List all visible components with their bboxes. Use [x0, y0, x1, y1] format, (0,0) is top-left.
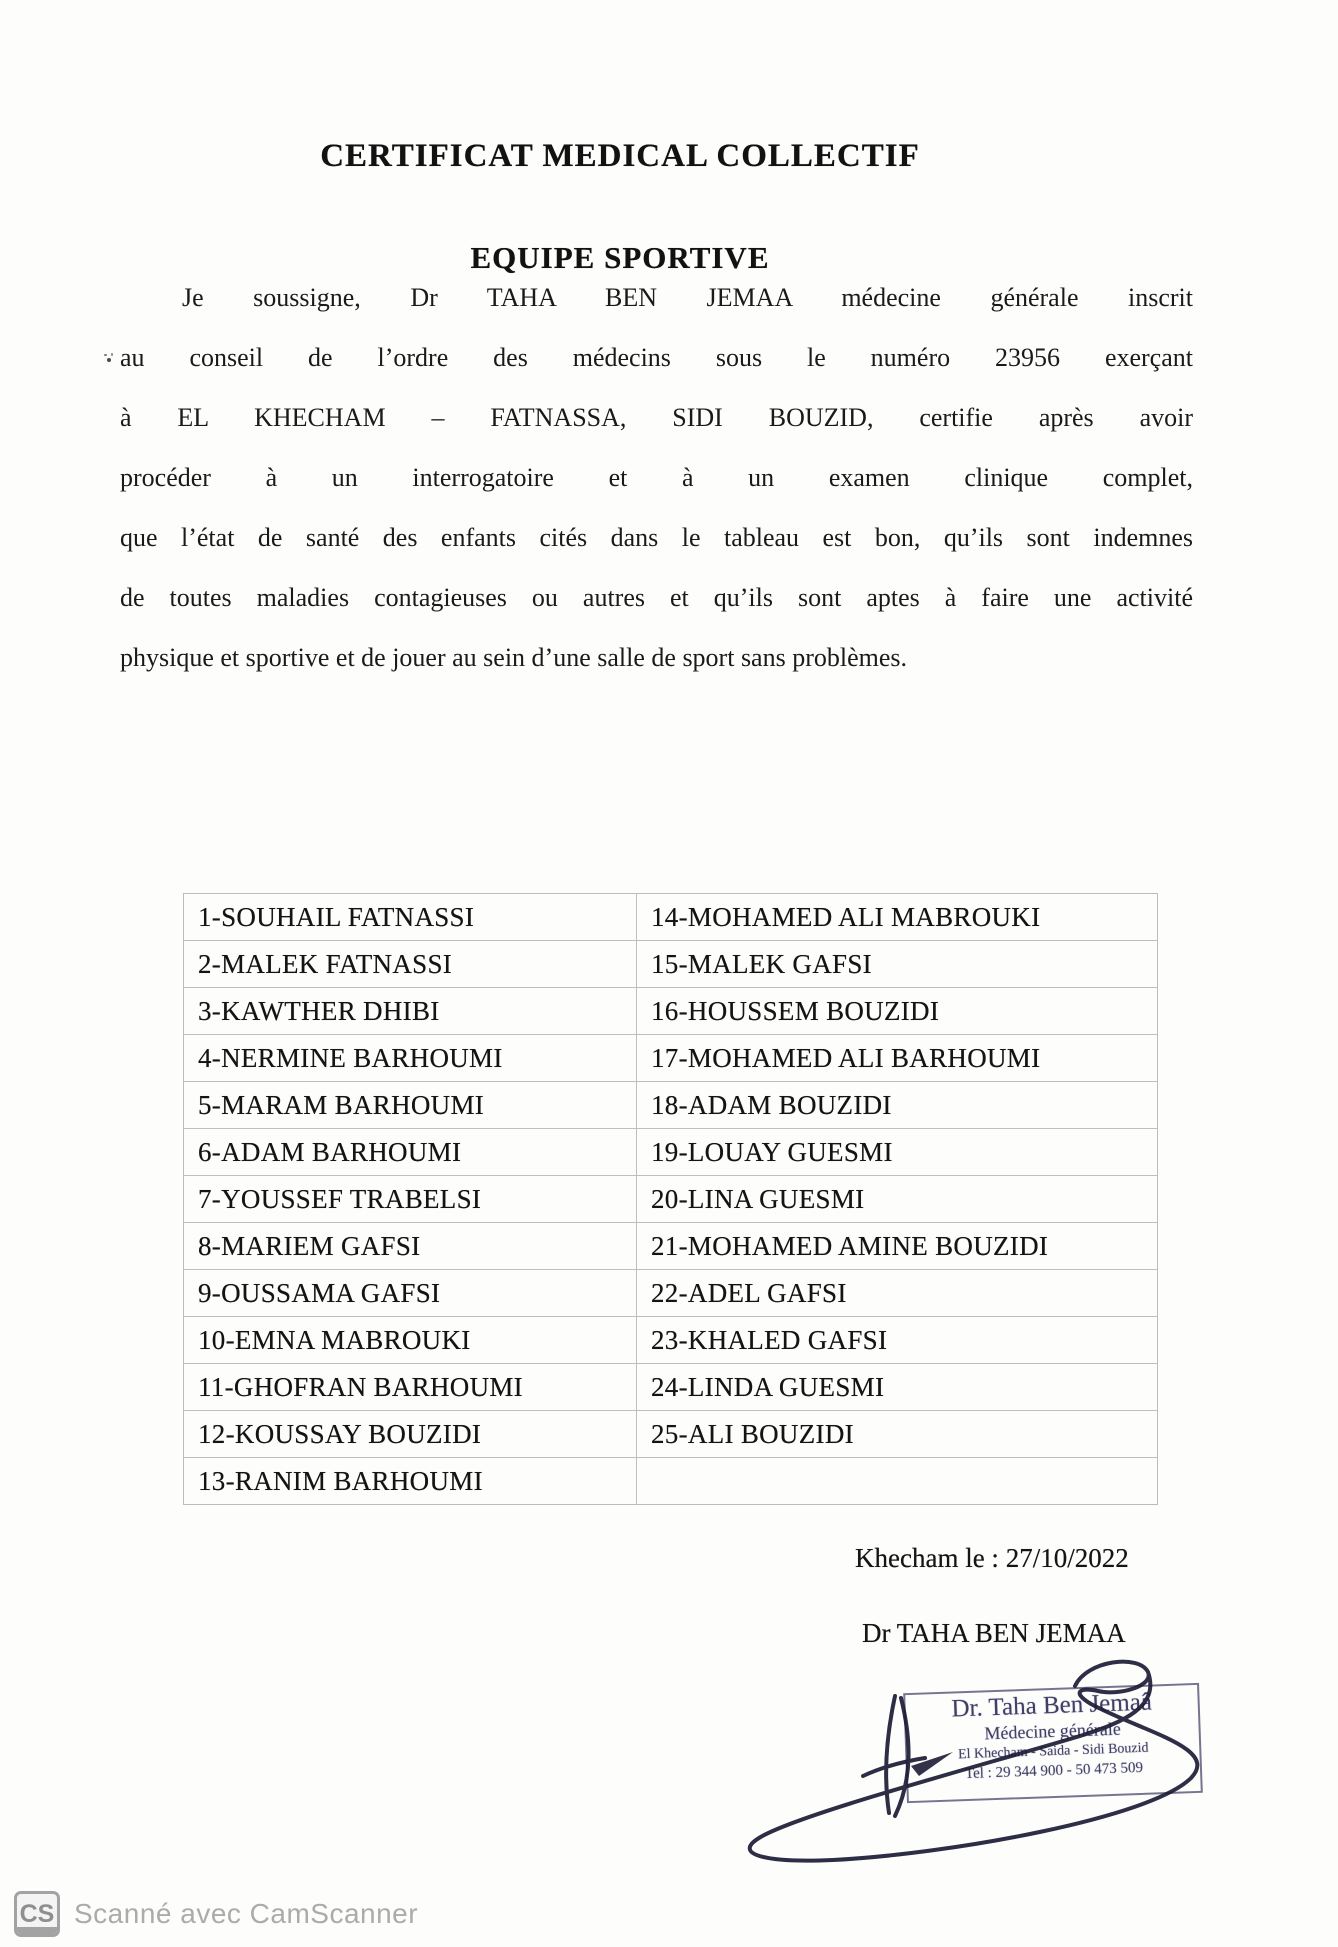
roster-cell: 5-MARAM BARHOUMI: [184, 1082, 636, 1129]
ink-speck: [104, 352, 114, 364]
roster-cell: 20-LINA GUESMI: [636, 1176, 1157, 1223]
document-title: CERTIFICAT MEDICAL COLLECTIF: [320, 138, 920, 174]
roster-cell: 6-ADAM BARHOUMI: [184, 1129, 636, 1176]
certificate-body: [120, 268, 1193, 688]
body-line: physique et sportive et de jouer au sein d’une salle de sport sans problèmes.: [120, 643, 908, 672]
roster-cell: 12-KOUSSAY BOUZIDI: [184, 1411, 636, 1458]
roster-cell: 21-MOHAMED AMINE BOUZIDI: [636, 1223, 1157, 1270]
roster-cell: 9-OUSSAMA GAFSI: [184, 1270, 636, 1317]
roster-cell: 17-MOHAMED ALI BARHOUMI: [636, 1035, 1157, 1082]
doctor-stamp: [903, 1683, 1203, 1803]
stamp-phone: Tel : 29 344 900 - 50 473 509: [964, 1759, 1144, 1783]
roster-cell: 15-MALEK GAFSI: [636, 941, 1157, 988]
roster-cell: 2-MALEK FATNASSI: [184, 941, 636, 988]
roster-table: [183, 893, 1158, 1505]
stamp-doctor-name: Dr. Taha Ben Jemaâ: [951, 1688, 1153, 1723]
roster-cell: 16-HOUSSEM BOUZIDI: [636, 988, 1157, 1035]
roster-cell: 7-YOUSSEF TRABELSI: [184, 1176, 636, 1223]
roster-cell: 1-SOUHAIL FATNASSI: [184, 894, 636, 941]
roster-cell: 14-MOHAMED ALI MABROUKI: [636, 894, 1157, 941]
stamp-specialty: Médecine générale: [984, 1718, 1122, 1744]
roster-cell: 10-EMNA MABROUKI: [184, 1317, 636, 1364]
camscanner-icon: CS: [14, 1891, 60, 1937]
roster-cell: 23-KHALED GAFSI: [636, 1317, 1157, 1364]
roster-cell: 19-LOUAY GUESMI: [636, 1129, 1157, 1176]
body-line: procéder à un interrogatoire et à un examen clinique complet,: [120, 463, 1193, 492]
date-line: Khecham le : 27/10/2022: [855, 1543, 1129, 1573]
roster-cell: 11-GHOFRAN BARHOUMI: [184, 1364, 636, 1411]
body-line: que l’état de santé des enfants cités dans le tableau est bon, qu’ils sont indemnes: [120, 523, 1193, 552]
roster-cell: 4-NERMINE BARHOUMI: [184, 1035, 636, 1082]
body-line: à EL KHECHAM – FATNASSA, SIDI BOUZID, certifie après avoir: [120, 403, 1193, 432]
document-subtitle: EQUIPE SPORTIVE: [470, 240, 770, 275]
roster-cell: [636, 1458, 1157, 1504]
body-line: Je soussigne, Dr TAHA BEN JEMAA médecine générale inscrit: [182, 283, 1193, 312]
body-line: de toutes maladies contagieuses ou autres et qu’ils sont aptes à faire une activité: [120, 583, 1193, 612]
camscanner-text: Scanné avec CamScanner: [74, 1898, 419, 1929]
roster-cell: 25-ALI BOUZIDI: [636, 1411, 1157, 1458]
roster-cell: 18-ADAM BOUZIDI: [636, 1082, 1157, 1129]
roster-cell: 13-RANIM BARHOUMI: [198, 1466, 483, 1496]
roster-cell: 3-KAWTHER DHIBI: [184, 988, 636, 1035]
roster-cell: 22-ADEL GAFSI: [636, 1270, 1157, 1317]
roster-cell: 8-MARIEM GAFSI: [184, 1223, 636, 1270]
body-line: au conseil de l’ordre des médecins sous le numéro 23956 exerçant: [120, 343, 1193, 372]
signatory-name: Dr TAHA BEN JEMAA: [862, 1618, 1126, 1648]
roster-cell: 24-LINDA GUESMI: [636, 1364, 1157, 1411]
camscanner-watermark: [14, 1890, 418, 1938]
stamp-address: El Khecham - Saida - Sidi Bouzid: [957, 1740, 1149, 1763]
